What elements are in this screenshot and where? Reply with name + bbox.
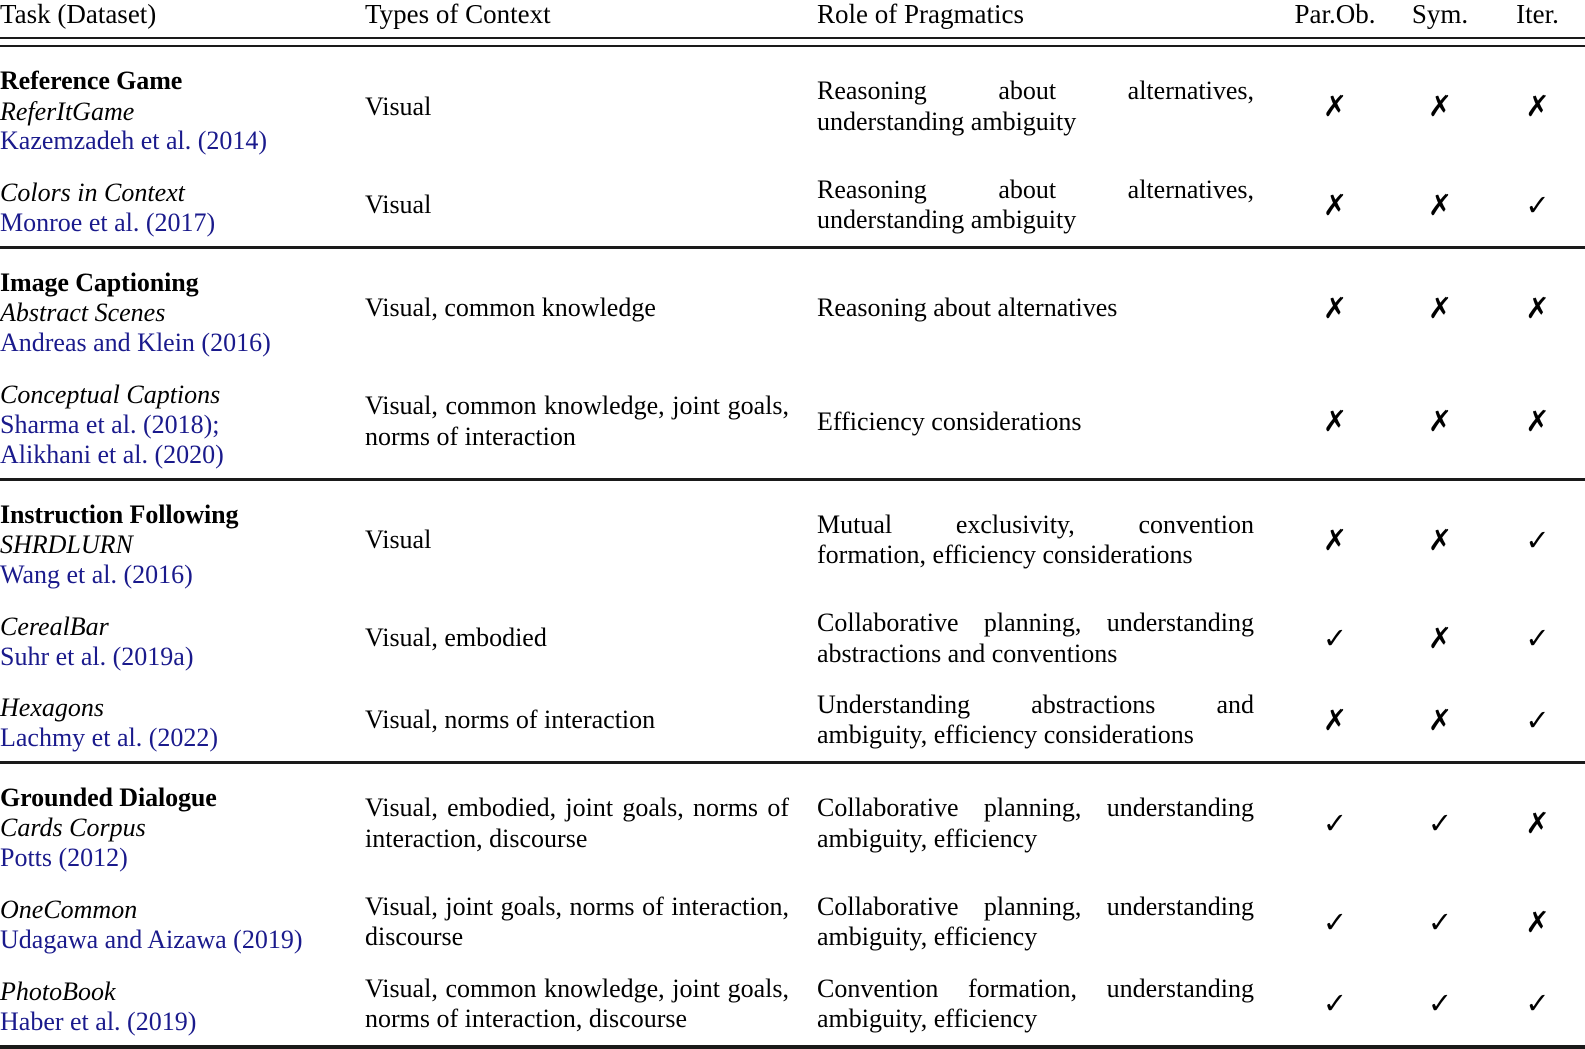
cross-mark-icon-symmetry: ✗ [1427,621,1453,656]
cross-mark-icon-partial-observability: ✗ [1322,404,1348,439]
role-of-pragmatics-cell: Mutual exclusivity, convention formation, efficiency considerations [817,509,1254,570]
check-mark-icon-symmetry: ✓ [1427,806,1453,841]
citation-link[interactable]: Potts (2012) [0,843,128,873]
dataset-name: PhotoBook [0,977,116,1007]
cross-mark-icon-partial-observability: ✗ [1322,291,1348,326]
column-header-task: Task (Dataset) [0,0,157,29]
cross-mark-icon-partial-observability: ✗ [1322,89,1348,124]
column-header-symmetry: Sym. [1411,0,1469,29]
table-row [0,963,1585,1045]
cross-mark-icon-iterativity: ✗ [1525,806,1550,841]
check-mark-icon-iterativity: ✓ [1525,187,1550,222]
types-of-context-cell: Visual, joint goals, norms of interaction, discourse [365,891,789,952]
check-mark-icon-partial-observability: ✓ [1322,986,1348,1021]
role-of-pragmatics-cell: Understanding abstractions and ambiguity, efficiency considerations [817,689,1254,750]
role-of-pragmatics-cell: Reasoning about alternatives, understanding ambiguity [817,174,1254,235]
role-of-pragmatics-cell: Reasoning about alternatives, understanding ambiguity [817,76,1254,136]
check-mark-icon-partial-observability: ✓ [1322,904,1348,939]
top-rule [0,37,1585,47]
task-dataset-cell [0,366,365,478]
table-header [0,0,1585,47]
dataset-name: Colors in Context [0,178,185,208]
dataset-name: ReferItGame [0,96,135,126]
check-mark-icon-iterativity: ✓ [1525,986,1550,1021]
cross-mark-icon-iterativity: ✗ [1525,291,1550,326]
task-dataset-cell [0,47,365,164]
check-mark-icon-iterativity: ✓ [1525,702,1550,737]
citation-link[interactable]: Alikhani et al. (2020) [0,439,224,469]
check-mark-icon-partial-observability: ✓ [1322,806,1348,841]
task-group-title: Grounded Dialogue [0,783,217,813]
check-mark-icon-partial-observability: ✓ [1322,621,1348,656]
table-row [0,881,1585,963]
citation-link[interactable]: Andreas and Klein (2016) [0,328,271,358]
role-of-pragmatics-cell: Collaborative planning, understanding ambiguity, efficiency [817,891,1254,952]
dataset-name: OneCommon [0,895,138,925]
role-of-pragmatics-cell: Collaborative planning, understanding ambiguity, efficiency [817,793,1254,853]
table-row [0,764,1585,881]
column-header-context: Types of Context [365,0,551,29]
cross-mark-icon-iterativity: ✗ [1525,904,1550,939]
task-dataset-cell [0,164,365,246]
citation-link[interactable]: Lachmy et al. (2022) [0,723,219,753]
dataset-name: Abstract Scenes [0,298,166,328]
task-dataset-cell [0,881,365,963]
role-of-pragmatics-cell: Convention formation, understanding ambiguity, efficiency [817,973,1254,1033]
cross-mark-icon-partial-observability: ✗ [1322,187,1348,222]
types-of-context-cell: Visual [365,91,432,121]
table-row [0,47,1585,164]
cross-mark-icon-symmetry: ✗ [1427,702,1453,737]
types-of-context-cell: Visual, embodied, joint goals, norms of interaction, discourse [365,793,789,853]
bottom-rule [0,1045,1585,1049]
task-dataset-cell [0,249,365,366]
citation-link[interactable]: Suhr et al. (2019a) [0,641,194,671]
cross-mark-icon-symmetry: ✗ [1427,522,1453,557]
dataset-name: Conceptual Captions [0,380,221,410]
role-of-pragmatics-cell: Reasoning about alternatives [817,293,1118,323]
column-header-partial-observability: Par.Ob. [1294,0,1376,29]
types-of-context-cell: Visual, embodied [365,623,547,653]
table-row [0,598,1585,680]
dataset-name: SHRDLURN [0,529,133,559]
types-of-context-cell: Visual [365,190,432,219]
task-dataset-cell [0,481,365,598]
table-row [0,249,1585,366]
types-of-context-cell: Visual [365,525,432,555]
cross-mark-icon-iterativity: ✗ [1525,89,1550,124]
task-group-title: Image Captioning [0,268,199,298]
dataset-name: Cards Corpus [0,813,146,843]
task-dataset-cell [0,963,365,1045]
table-row [0,164,1585,246]
types-of-context-cell: Visual, norms of interaction [365,705,656,735]
table-row [0,481,1585,598]
dataset-name: Hexagons [0,693,104,723]
table-body [0,47,1585,1048]
cross-mark-icon-partial-observability: ✗ [1322,702,1348,737]
role-of-pragmatics-cell: Efficiency considerations [817,406,1082,436]
task-group-title: Instruction Following [0,499,239,529]
types-of-context-cell: Visual, common knowledge, joint goals, norms of interaction, discourse [365,973,789,1033]
table-row [0,679,1585,761]
task-group-title: Reference Game [0,66,183,96]
task-dataset-cell [0,598,365,680]
check-mark-icon-symmetry: ✓ [1427,904,1453,939]
cross-mark-icon-symmetry: ✗ [1427,291,1453,326]
task-dataset-cell [0,679,365,761]
types-of-context-cell: Visual, common knowledge, joint goals, norms of interaction [365,391,789,451]
cross-mark-icon-symmetry: ✗ [1427,89,1453,124]
check-mark-icon-symmetry: ✓ [1427,986,1453,1021]
cross-mark-icon-partial-observability: ✗ [1322,522,1348,557]
task-dataset-cell [0,764,365,881]
citation-link[interactable]: Udagawa and Aizawa (2019) [0,925,303,955]
dataset-name: CerealBar [0,611,109,641]
check-mark-icon-iterativity: ✓ [1525,621,1550,656]
citation-link[interactable]: Monroe et al. (2017) [0,208,216,238]
citation-link[interactable]: Wang et al. (2016) [0,559,193,589]
check-mark-icon-iterativity: ✓ [1525,522,1550,557]
table-row [0,366,1585,478]
cross-mark-icon-iterativity: ✗ [1525,404,1550,439]
citation-link[interactable]: Haber et al. (2019) [0,1006,197,1036]
role-of-pragmatics-cell: Collaborative planning, understanding abstractions and conventions [817,608,1254,668]
types-of-context-cell: Visual, common knowledge [365,293,656,323]
citation-link[interactable]: Sharma et al. (2018); [0,409,220,439]
cross-mark-icon-symmetry: ✗ [1427,404,1453,439]
citation-link[interactable]: Kazemzadeh et al. (2014) [0,126,268,156]
column-header-role: Role of Pragmatics [817,0,1024,29]
column-header-iterativity: Iter. [1516,0,1559,29]
cross-mark-icon-symmetry: ✗ [1427,187,1453,222]
